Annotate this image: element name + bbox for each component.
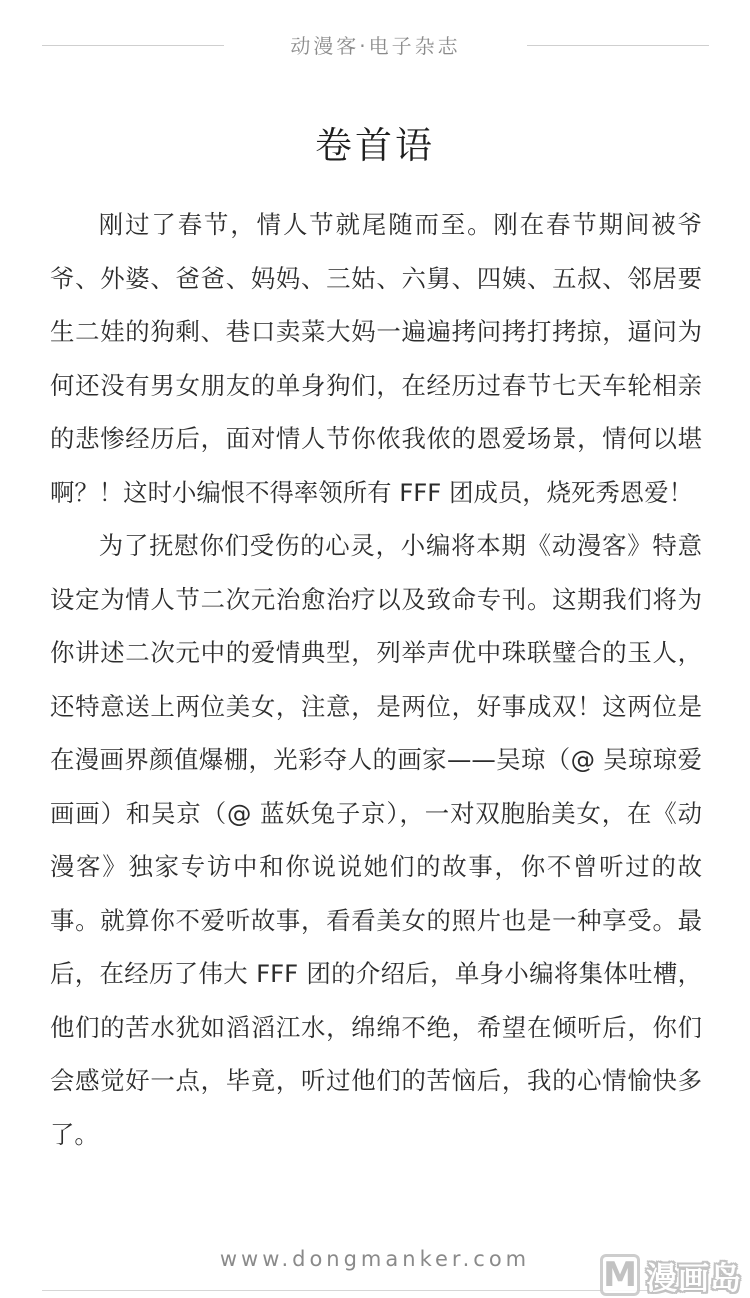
paragraph-2: 为了抚慰你们受伤的心灵，小编将本期《动漫客》特意设定为情人节二次元治愈治疗以及致命专刊。这期我们将为你讲述二次元中的爱情典型，列举声优中珠联璧合的玉人，还特意送上两位美女，注意，是两位，好事成双！这两位是在漫画界颜值爆棚，光彩夺人的画家——吴琼（@ 吴琼琼爱画画）和吴京（@ 蓝妖兔子京），一对双胞胎美女，在《动漫客》独家专访中和你说说她们的故事，你不曾听过的故事。就算你不爱听故事，看看美女的照片也是一种享受。最后，在经历了伟大 FFF 团的介绍后，单身小编将集体吐槽，他们的苦水犹如滔滔江水，绵绵不绝，希望在倾听后，你们会感觉好一点，毕竟，听过他们的苦恼后，我的心情愉快多了。 <box>50 531 702 1149</box>
magazine-header <box>0 30 750 62</box>
header-rule-left <box>42 45 224 46</box>
header-rule-right <box>527 45 709 46</box>
magazine-brand: 动漫客·电子杂志 <box>290 34 461 58</box>
footer-url: www.dongmanker.com <box>219 1247 531 1271</box>
watermark-logo-icon: M <box>600 1254 640 1296</box>
editorial-body <box>50 198 702 1161</box>
site-watermark <box>600 1252 750 1298</box>
paragraph-1: 刚过了春节，情人节就尾随而至。刚在春节期间被爷爷、外婆、爸爸、妈妈、三姑、六舅、四姨、五叔、邻居要生二娃的狗剩、巷口卖菜大妈一遍遍拷问拷打拷掠，逼问为何还没有男女朋友的单身狗们，在经历过春节七天车轮相亲的悲惨经历后，面对情人节你侬我侬的恩爱场景，情何以堪啊？！这时小编恨不得率领所有 FFF 团成员，烧死秀恩爱！ <box>50 210 702 507</box>
page-title: 卷首语 <box>315 124 435 167</box>
watermark-text: 漫画岛 <box>646 1260 742 1297</box>
